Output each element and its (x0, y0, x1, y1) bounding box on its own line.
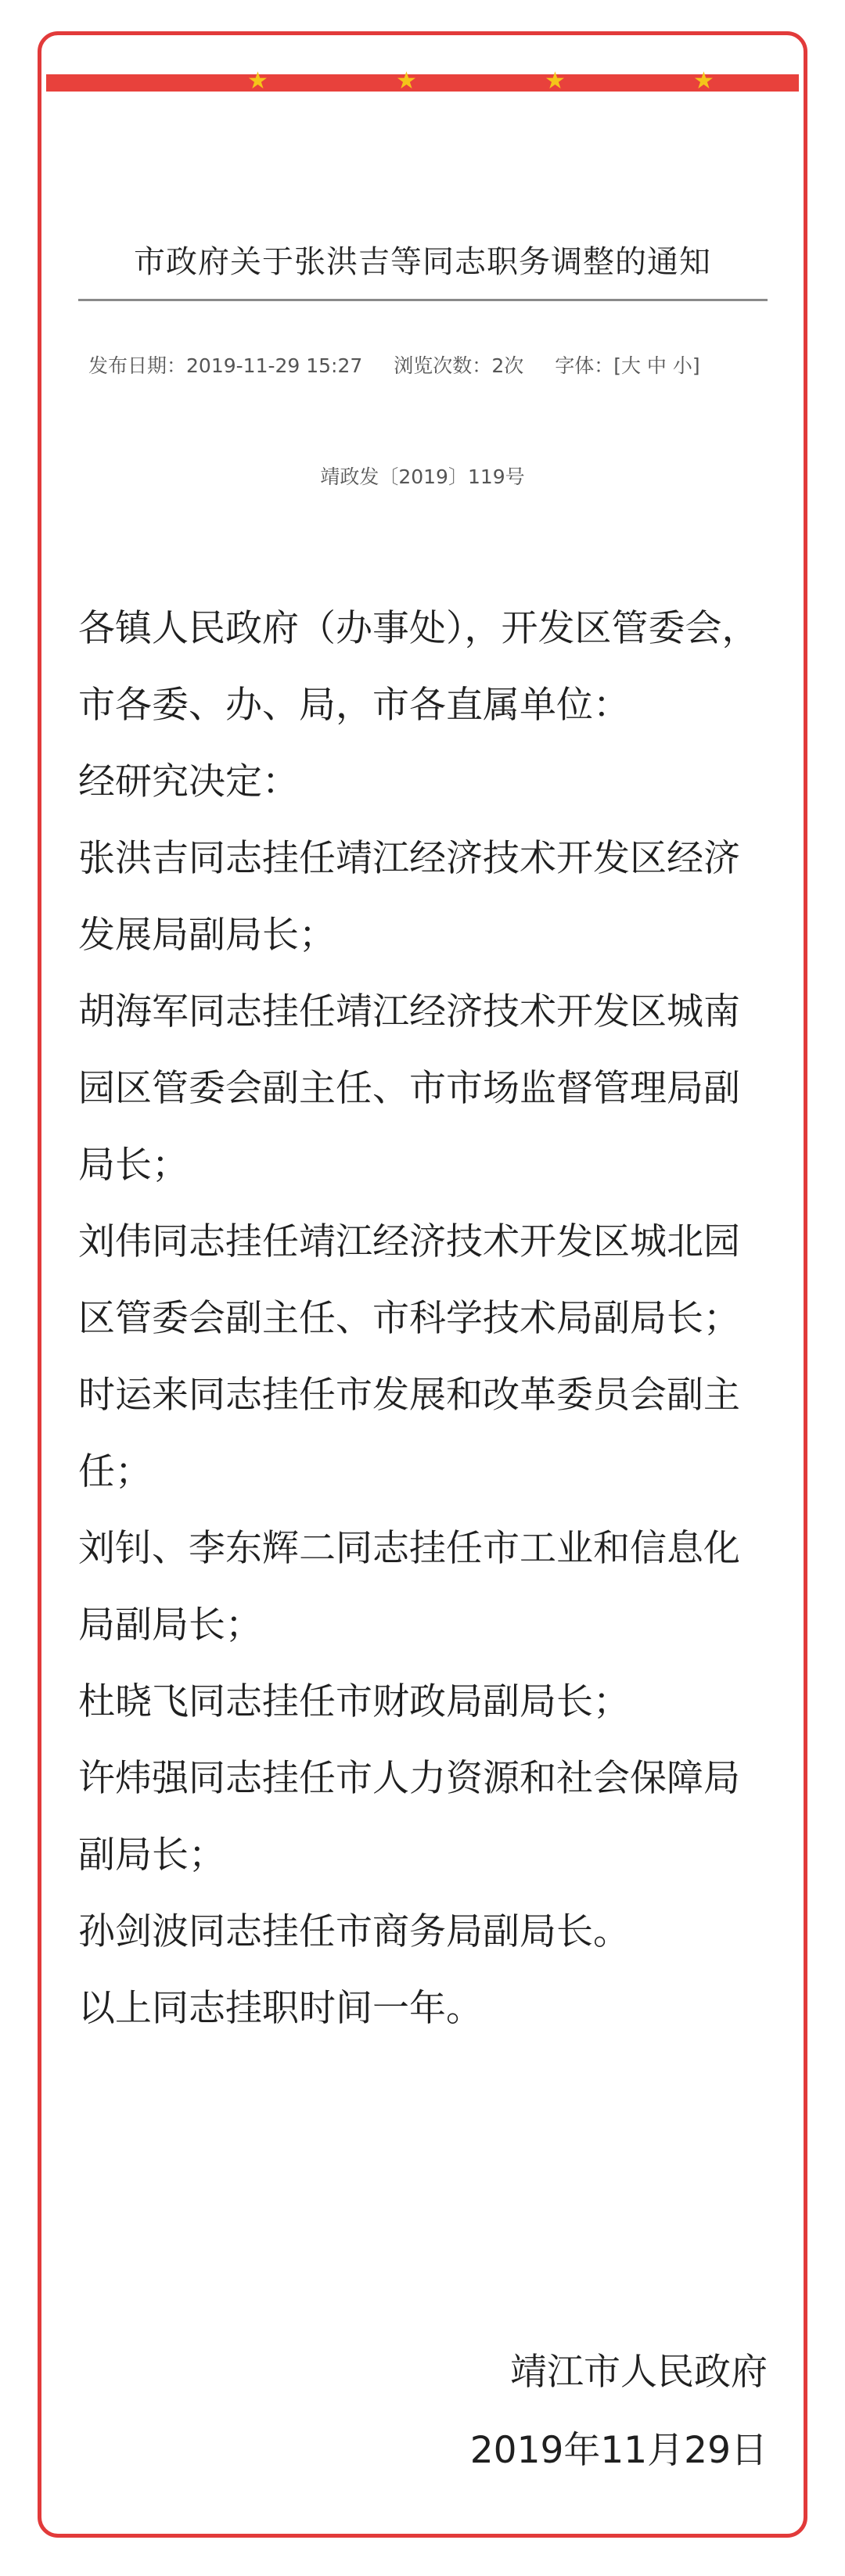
body-paragraph: 孙剑波同志挂任市商务局副局长。 (78, 1910, 630, 1953)
body-paragraph: 杜晓飞同志挂任市财政局副局长； (78, 1680, 630, 1723)
document-number: 靖政发〔2019〕119号 (320, 465, 525, 488)
body-paragraph: 刘钊、李东辉二同志挂任市工业和信息化局副局长； (78, 1527, 740, 1647)
title-divider (78, 299, 768, 301)
issuer-name: 靖江市人民政府 (510, 2351, 768, 2394)
body-paragraph: 胡海军同志挂任靖江经济技术开发区城南园区管委会副主任、市市场监督管理局副局长； (78, 990, 740, 1187)
notice-meta (88, 350, 700, 379)
document-frame (38, 31, 807, 2538)
publish-label: 发布日期： (88, 354, 187, 377)
publish-date: 2019-11-29 15:27 (186, 354, 363, 377)
font-size-options[interactable]: [大 中 小] (613, 354, 700, 377)
body-paragraph: 时运来同志挂任市发展和改革委员会副主任； (78, 1374, 740, 1493)
views-label: 浏览次数： (394, 354, 492, 377)
header-band (46, 67, 799, 95)
body-paragraph: 刘伟同志挂任靖江经济技术开发区城北园区管委会副主任、市科学技术局副局长； (78, 1220, 740, 1340)
body-paragraph: 经研究决定： (78, 760, 299, 803)
star-icon: ★ (396, 67, 417, 95)
star-icon: ★ (545, 67, 566, 95)
star-icon: ★ (693, 67, 714, 95)
notice-body (78, 591, 775, 2047)
body-paragraph: 张洪吉同志挂任靖江经济技术开发区经济发展局副局长； (78, 837, 740, 957)
body-paragraph: 许炜强同志挂任市人力资源和社会保障局副局长； (78, 1757, 740, 1877)
body-paragraph: 各镇人民政府（办事处），开发区管委会，市各委、办、局，市各直属单位： (78, 607, 759, 727)
signature-block (470, 2333, 768, 2490)
views-count: 2次 (491, 354, 524, 377)
body-paragraph: 以上同志挂职时间一年。 (78, 1987, 483, 2030)
font-size-label: 字体： (555, 354, 614, 377)
issue-date: 2019年11月29日 (469, 2429, 768, 2472)
star-icon: ★ (247, 67, 268, 95)
notice-title: 市政府关于张洪吉等同志职务调整的通知 (134, 244, 711, 280)
